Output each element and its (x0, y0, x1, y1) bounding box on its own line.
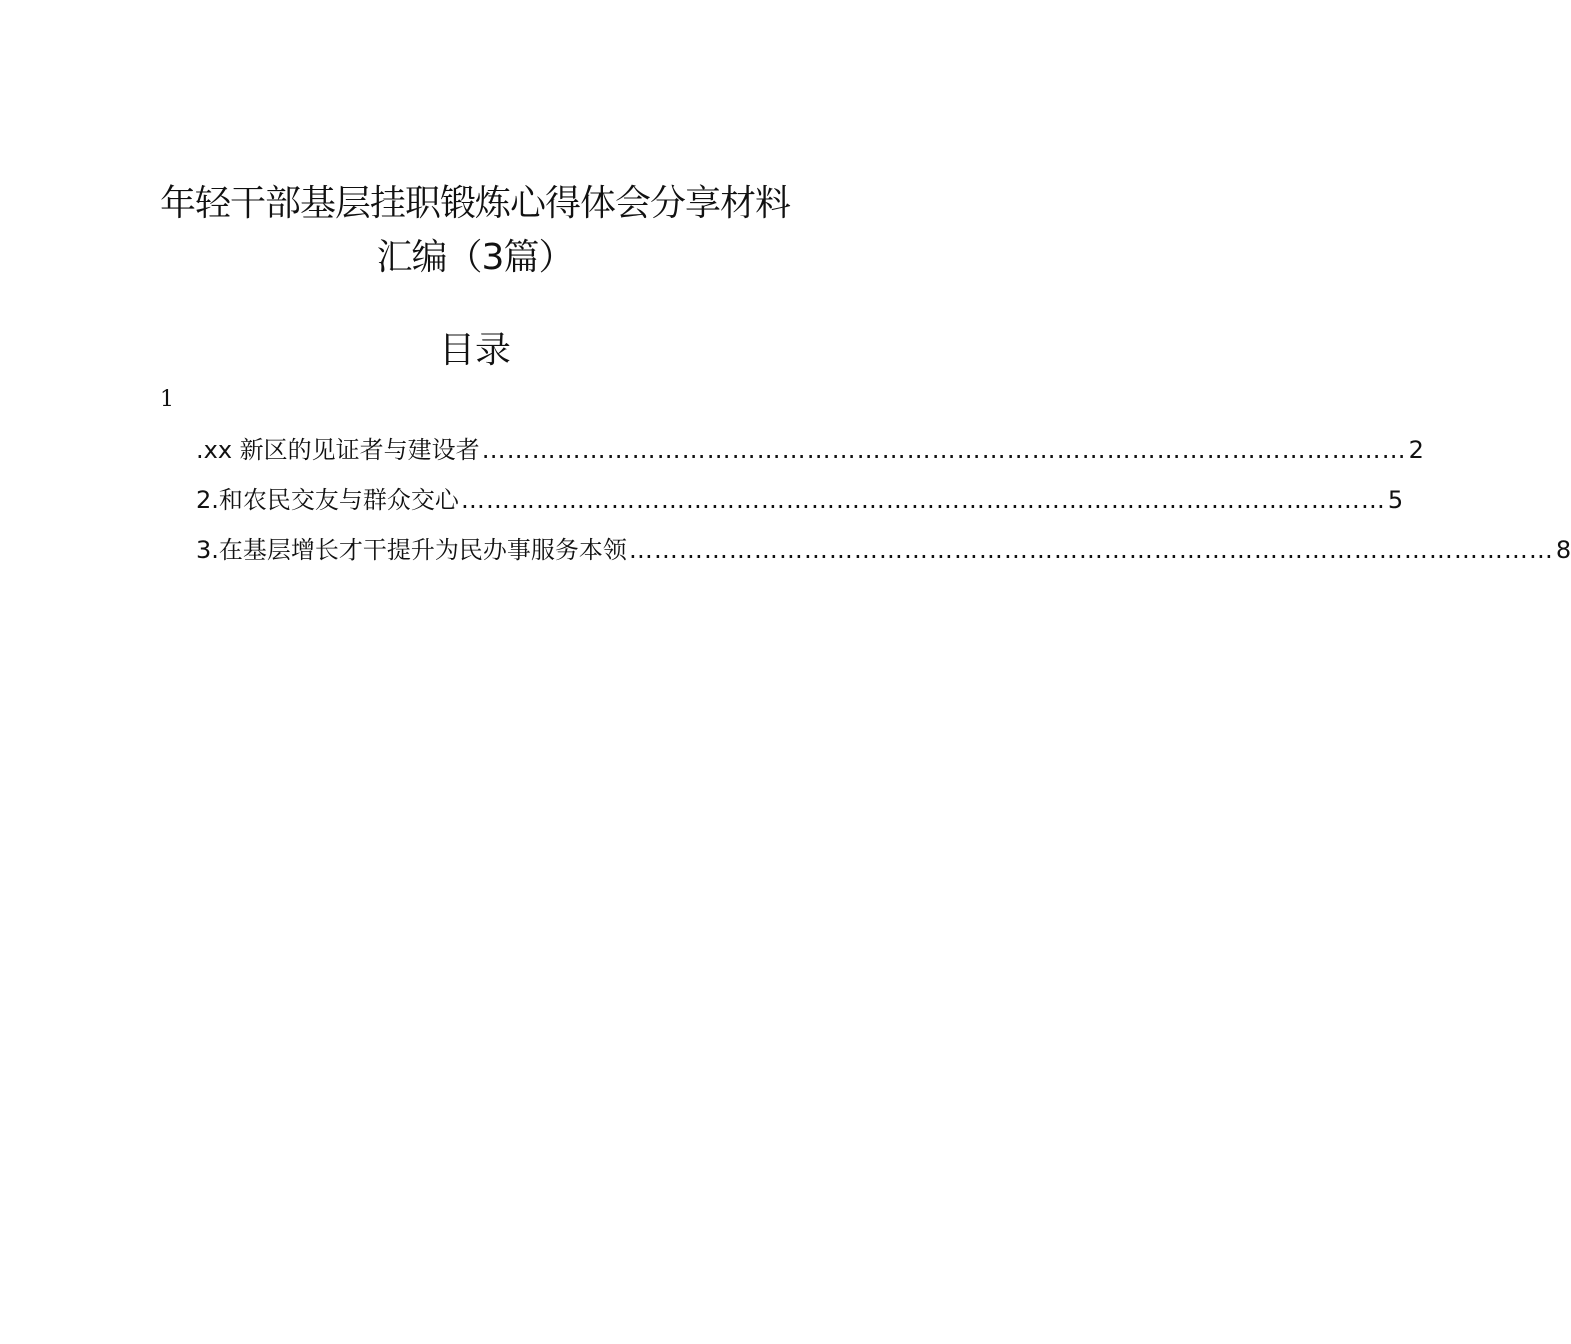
toc-dot-leader: ………………………………………………………………………………………………… (628, 536, 1554, 564)
title-line-1: 年轻干部基层挂职锻炼心得体会分享材料 (159, 183, 790, 224)
toc-page-number: 5 (1387, 486, 1404, 514)
table-of-contents (196, 430, 1571, 580)
toc-entry-1[interactable] (196, 430, 1424, 480)
toc-page-number: 2 (1408, 436, 1424, 464)
toc-entry-3[interactable] (196, 530, 1571, 580)
toc-entry-label: .xx 新区的见证者与建设者 (196, 436, 480, 464)
toc-entry-label: 3.在基层增长才干提升为民办事服务本领 (196, 536, 627, 564)
toc-entry-2[interactable] (196, 480, 1404, 530)
toc-heading: 目录 (438, 330, 511, 371)
toc-page-number: 8 (1555, 536, 1571, 564)
document-title (0, 178, 950, 284)
toc-entry-label: 2.和农民交友与群众交心 (196, 486, 459, 514)
list-number: 1 (160, 387, 174, 412)
toc-dot-leader: ………………………………………………………………………………………………… (460, 486, 1386, 514)
title-line-2: 汇编（3篇） (376, 237, 574, 278)
toc-dot-leader: ………………………………………………………………………………………………… (481, 436, 1407, 464)
